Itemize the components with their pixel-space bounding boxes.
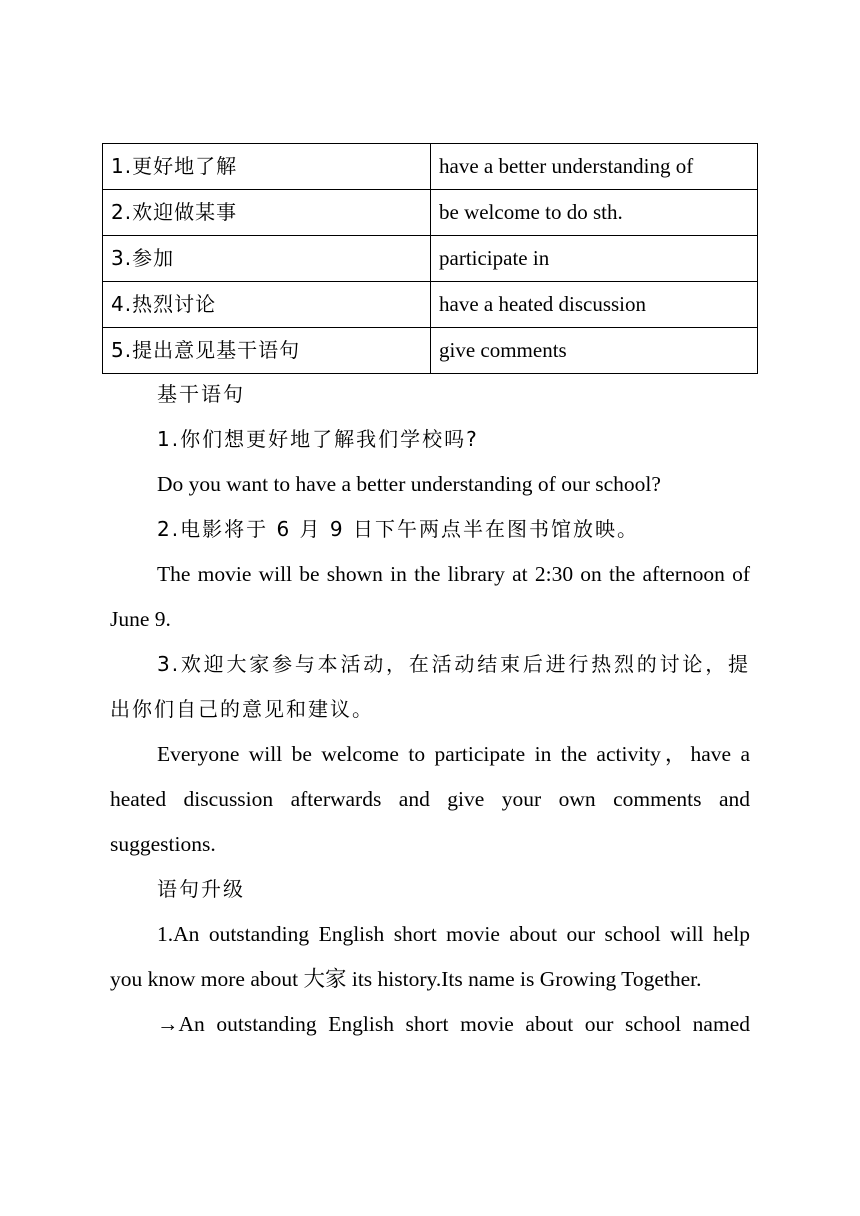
table-cell-english: participate in <box>431 236 758 282</box>
section-heading-basic: 基干语句 <box>157 382 245 406</box>
sentence-3-chinese: 3.欢迎大家参与本活动，在活动结束后进行热烈的讨论，提出你们自己的意见和建议。 <box>110 652 750 721</box>
table-cell-english: have a heated discussion <box>431 282 758 328</box>
sentence-2-english: The movie will be shown in the library at 2:30 on the afternoon of June 9. <box>110 562 750 631</box>
sentence-2-chinese: 2.电影将于 6 月 9 日下午两点半在图书馆放映。 <box>157 517 639 541</box>
sentence-3-english: Everyone will be welcome to participate in the activity，have a heated discussion afterwards and give your own comments and suggestions. <box>110 742 750 856</box>
table-row <box>103 282 758 328</box>
table-cell-chinese: 3.参加 <box>103 236 431 282</box>
section-heading-upgrade: 语句升级 <box>157 877 245 901</box>
upgrade-sentence-1-rewrite: →An outstanding English short movie about our school named <box>157 1012 750 1036</box>
table-cell-english: give comments <box>431 328 758 374</box>
table-cell-chinese: 1.更好地了解 <box>103 144 431 190</box>
table-cell-english: be welcome to do sth. <box>431 190 758 236</box>
table-row <box>103 236 758 282</box>
vocabulary-table <box>102 143 758 374</box>
table-row <box>103 190 758 236</box>
table-cell-chinese: 5.提出意见基干语句 <box>103 328 431 374</box>
sentence-1-english: Do you want to have a better understanding of our school? <box>157 472 661 496</box>
table-cell-chinese: 4.热烈讨论 <box>103 282 431 328</box>
upgrade-sentence-1: 1.An outstanding English short movie about our school will help you know more about 大家 its history.Its name is Growing Together. <box>110 922 750 991</box>
table-cell-english: have a better understanding of <box>431 144 758 190</box>
table-cell-chinese: 2.欢迎做某事 <box>103 190 431 236</box>
body-text <box>110 372 750 1047</box>
table-row <box>103 328 758 374</box>
table-row <box>103 144 758 190</box>
sentence-1-chinese: 1.你们想更好地了解我们学校吗? <box>157 427 479 451</box>
